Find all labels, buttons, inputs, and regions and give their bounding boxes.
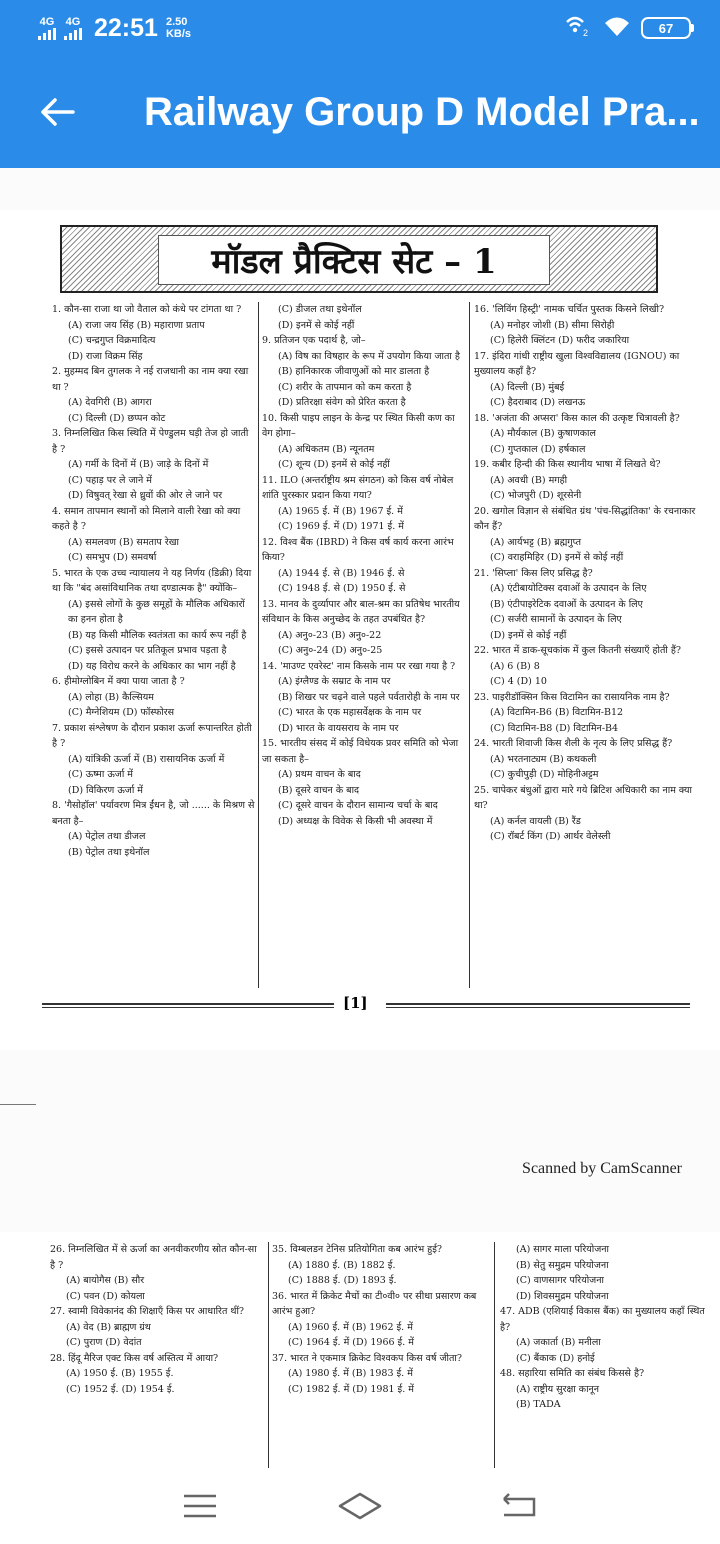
- question-column-1: [52, 302, 256, 992]
- question-text: 10. किसी पाइप लाइन के केन्द्र पर स्थित किसी कण का वेग होगा–: [262, 412, 455, 439]
- sim2-label: 4G: [65, 15, 81, 28]
- column-divider: [494, 1242, 495, 1468]
- option-text: (C) दूसरे वाचन के दौरान सामान्य चर्चा के बाद: [278, 800, 438, 811]
- question-text: 4. समान तापमान स्थानों को मिलाने वाली रेखा को क्या कहते है ?: [52, 505, 241, 532]
- option-text: (C) गुप्तकाल (D) हर्षकाल: [490, 443, 586, 455]
- banner-title: मॉडल प्रैक्टिस सेट – 1: [158, 235, 550, 285]
- option-text: (C) समभुप (D) समवर्षा: [68, 552, 157, 563]
- option-text: (A) 1980 ई. में (B) 1983 ई. में: [288, 1368, 413, 1379]
- option-text: (C) भोजपुरी (D) शूरसेनी: [490, 490, 582, 501]
- sim1-signal: [38, 17, 56, 40]
- option-text: (B) एंटीपाइरेटिक दवाओं के उत्पादन के लिए: [490, 598, 643, 610]
- question-text: 6. हीमोग्लोबिन में क्या पाया जाता है ?: [52, 676, 185, 687]
- page-title: Railway Group D Model Pra...: [144, 89, 700, 134]
- signal-bars-icon: [64, 28, 82, 40]
- question-text: 11. ILO (अन्तर्राष्ट्रीय श्रम संगठन) को किस वर्ष नोबेल शांति पुरस्कार प्रदान किया गया?: [262, 474, 454, 501]
- option-text: (C) हिलेरी क्लिंटन (D) फरीद जकारिया: [490, 335, 630, 346]
- question-text: 16. 'लिविंग हिस्ट्री' नामक चर्चित पुस्तक किसने लिखी?: [474, 304, 665, 315]
- option-text: (B) TADA: [516, 1399, 561, 1410]
- question-text: 23. पाइरीडॉक्सिन किस विटामिन का रासायनिक नाम है?: [474, 691, 670, 703]
- question-text: 35. विम्बलडन टेनिस प्रतियोगिता कब आरंभ हुई?: [272, 1244, 442, 1255]
- option-text: (D) प्रतिरक्षा संवेग को प्रेरित करता है: [278, 397, 406, 408]
- page-number: [1]: [343, 994, 368, 1012]
- question-text: 3. निम्नलिखित किस स्थिति में पेण्डुलम घड़ी तेज हो जाती है ?: [52, 428, 249, 455]
- option-text: (C) शून्य (D) इनमें से कोई नहीं: [278, 459, 390, 470]
- clock: 22:51: [94, 13, 158, 42]
- option-text: (C) 4 (D) 10: [490, 676, 547, 687]
- option-text: (A) वेद (B) ब्राह्मण ग्रंथ: [66, 1321, 151, 1333]
- option-text: (D) इनमें से कोई नहीं: [278, 319, 355, 331]
- option-text: (C) 1982 ई. में (D) 1981 ई. में: [288, 1383, 414, 1395]
- option-text: (C) दिल्ली (D) छप्पन कोट: [68, 412, 166, 424]
- network-speed-value: 2.50: [165, 16, 188, 28]
- option-text: (C) 1948 ई. से (D) 1950 ई. से: [278, 583, 406, 594]
- question-column-2: [262, 302, 468, 992]
- document-page-2: [0, 1232, 720, 1468]
- navigation-bar: [0, 1468, 720, 1544]
- option-text: (C) शरीर के तापमान को कम करता है: [278, 381, 412, 393]
- option-text: (A) अधिकतम (B) न्यूनतम: [278, 443, 375, 455]
- footer-rule: [42, 1003, 334, 1008]
- option-text: (B) पेट्रोल तथा इथेनॉल: [68, 846, 150, 858]
- option-text: (A) राजा जय सिंह (B) महाराणा प्रताप: [68, 319, 205, 331]
- svg-text:2: 2: [583, 27, 589, 38]
- option-text: (D) विकिरण ऊर्जा में: [68, 784, 143, 796]
- option-text: (C) हैदराबाद (D) लखनऊ: [490, 397, 586, 408]
- home-button[interactable]: [330, 1481, 390, 1531]
- back-button[interactable]: [32, 87, 82, 137]
- option-text: (A) मनोहर जोशी (B) सीमा सिरोही: [490, 319, 615, 331]
- option-text: (C) अनु०-24 (D) अनु०-25: [278, 645, 383, 656]
- column-divider: [258, 302, 259, 988]
- question-text: 17. इंदिरा गांधी राष्ट्रीय खुला विश्वविद्यालय (IGNOU) का मुख्यालय कहाँ है?: [474, 350, 680, 377]
- question-column-1: [50, 1242, 262, 1397]
- option-text: (A) समलवण (B) समताप रेखा: [68, 536, 179, 548]
- option-text: (B) शिखर पर चढ़ने वाले पहले पर्वतारोही के नाम पर: [278, 691, 460, 703]
- question-text: 22. भारत में डाक-सूचकांक में कुल कितनी संख्याएँ होती हैं?: [474, 645, 682, 656]
- option-text: (D) राजा विक्रम सिंह: [68, 350, 143, 362]
- question-text: 1. कौन-सा राजा था जो वैताल को कंधे पर टांगता था ?: [52, 304, 242, 315]
- wifi-icon: [603, 14, 631, 43]
- question-text: 47. ADB (एशियाई विकास बैंक) का मुख्यालय कहाँ स्थित है?: [500, 1306, 705, 1333]
- question-columns-page-2: [50, 1242, 710, 1466]
- status-bar: [0, 0, 720, 56]
- option-text: (A) इंग्लैण्ड के सम्राट के नाम पर: [278, 676, 391, 687]
- app-bar: [0, 0, 720, 168]
- back-nav-button[interactable]: [490, 1481, 550, 1531]
- question-text: 15. भारतीय संसद में कोई विधेयक प्रवर समिति को भेजा जा सकता है–: [262, 738, 459, 765]
- question-text: 14. 'माउण्ट एवरेस्ट' नाम किसके नाम पर रखा गया है ?: [262, 660, 456, 672]
- option-text: (B) दूसरे वाचन के बाद: [278, 784, 360, 796]
- option-text: (C) चन्द्रगुप्त विक्रमादित्य: [68, 335, 156, 346]
- option-text: (A) 1965 ई. में (B) 1967 ई. में: [278, 505, 403, 517]
- page-banner: [60, 225, 658, 293]
- question-text: 27. स्वामी विवेकानंद की शिक्षाएँ किस पर आधारित थीं?: [50, 1306, 245, 1317]
- option-text: (A) 1960 ई. में (B) 1962 ई. में: [288, 1321, 413, 1333]
- network-speed-unit: KB/s: [165, 28, 192, 40]
- option-text: (C) सर्जरी सामानों के उत्पादन के लिए: [490, 614, 622, 625]
- option-text: (A) 1950 ई. (B) 1955 ई.: [66, 1368, 174, 1379]
- option-text: (C) वराहमिहिर (D) इनमें से कोई नहीं: [490, 552, 624, 563]
- option-text: (A) देवगिरी (B) आगरा: [68, 397, 152, 408]
- option-text: (C) ऊष्मा ऊर्जा में: [68, 769, 133, 780]
- option-text: (D) शिवसमुद्रम परियोजना: [516, 1290, 609, 1302]
- option-text: (C) 1969 ई. में (D) 1971 ई. में: [278, 521, 404, 532]
- question-column-3: [500, 1242, 710, 1413]
- arrow-left-icon: [39, 97, 75, 127]
- option-text: (A) यांत्रिकी ऊर्जा में (B) रासायनिक ऊर्जा में: [68, 753, 225, 765]
- option-text: (C) पुराण (D) वेदांत: [66, 1337, 142, 1348]
- question-text: 18. 'अजंता की अप्सरा' किस काल की उत्कृष्ट चित्रावली है?: [474, 412, 680, 424]
- option-text: (C) पवन (D) कोयला: [66, 1290, 145, 1302]
- option-text: (A) 1944 ई. से (B) 1946 ई. से: [278, 567, 405, 579]
- option-text: (C) 1952 ई. (D) 1954 ई.: [66, 1383, 175, 1395]
- battery-level: 67: [658, 20, 674, 36]
- question-text: 36. भारत में क्रिकेट मैचों का टी०वी० पर सीधा प्रसारण कब आरंभ हुआ?: [272, 1290, 477, 1317]
- option-text: (A) सागर माला परियोजना: [516, 1244, 609, 1255]
- question-text: 37. भारत ने एकमात्र क्रिकेट विश्वकप किस वर्ष जीता?: [272, 1352, 462, 1364]
- option-text: (A) दिल्ली (B) मुंबई: [490, 381, 565, 393]
- question-column-2: [272, 1242, 486, 1397]
- option-text: (A) बायोगैस (B) सौर: [66, 1275, 145, 1286]
- question-text: 8. 'गैसोहॉल' पर्यावरण मित्र ईंधन है, जो ...... के मिश्रण से बनता है–: [52, 800, 255, 827]
- option-text: (C) 1964 ई. में (D) 1966 ई. में: [288, 1337, 414, 1348]
- signal-bars-icon: [38, 28, 56, 40]
- question-text: 20. खगोल विज्ञान से संबंधित ग्रंथ 'पंच-सिद्धांतिका' के रचनाकार कौन हैं?: [474, 505, 696, 532]
- question-column-3: [474, 302, 702, 992]
- question-text: 26. निम्नलिखित में से ऊर्जा का अनवीकरणीय स्रोत कौन-सा है ?: [50, 1244, 257, 1271]
- option-text: (C) इससे उत्पादन पर प्रतिकूल प्रभाव पड़ता है: [68, 645, 227, 656]
- option-text: (C) रॉबर्ट किंग (D) आर्थर वेलेस्ली: [490, 831, 611, 842]
- option-text: (C) बैंकाक (D) हनोई: [516, 1352, 595, 1364]
- option-text: (C) पहाड़ पर ले जाने में: [68, 474, 152, 486]
- question-text: 48. सहारिया समिति का संबंध किससे है?: [500, 1368, 645, 1379]
- column-divider: [469, 302, 470, 988]
- question-text: 21. 'सिप्ला' किस लिए प्रसिद्ध है?: [474, 567, 593, 579]
- option-text: (B) हानिकारक जीवाणुओं को मार डालता है: [278, 366, 430, 377]
- option-text: (D) इनमें से कोई नहीं: [490, 629, 567, 641]
- option-text: (A) गर्मी के दिनों में (B) जाड़े के दिनों में: [68, 459, 209, 470]
- option-text: (D) भारत के वायसराय के नाम पर: [278, 722, 399, 734]
- option-text: (D) विषुवत् रेखा से ध्रुवों की ओर ले जाने पर: [68, 490, 223, 501]
- option-text: (A) कर्नल वायली (B) रैंड: [490, 815, 581, 827]
- wifi-calling-icon: [563, 14, 593, 43]
- menu-icon: [182, 1492, 218, 1520]
- option-text: (C) भारत के एक महासर्वेक्षक के नाम पर: [278, 707, 422, 718]
- question-text: 19. कबीर हिन्दी की किस स्थानीय भाषा में लिखते थे?: [474, 459, 661, 470]
- option-text: (C) 1888 ई. (D) 1893 ई.: [288, 1275, 397, 1286]
- question-text: 9. प्रतिजन एक पदार्थ है, जो–: [262, 335, 366, 346]
- option-text: (A) आर्यभट्ट (B) ब्रह्मगुप्त: [490, 536, 581, 548]
- home-icon: [336, 1490, 384, 1522]
- question-text: 28. हिंदू मैरिज एक्ट किस वर्ष अस्तित्व में आया?: [50, 1352, 219, 1364]
- option-text: (A) प्रथम वाचन के बाद: [278, 769, 361, 780]
- option-text: (C) कुचीपुड़ी (D) मोहिनीअट्टम: [490, 769, 599, 780]
- option-text: (A) अवधी (B) मगही: [490, 474, 568, 486]
- option-text: (D) यह विरोध करने के अधिकार का भाग नहीं है: [68, 660, 236, 672]
- question-columns: [52, 302, 702, 992]
- option-text: (A) भरतनाट्यम (B) कथकली: [490, 753, 597, 765]
- option-text: (A) अनु०-23 (B) अनु०-22: [278, 629, 382, 641]
- option-text: (C) डीजल तथा इथेनॉल: [278, 304, 362, 315]
- network-speed: [166, 16, 191, 40]
- question-text: 7. प्रकाश संश्लेषण के दौरान प्रकाश ऊर्जा रूपान्तरित होती है ?: [52, 722, 252, 749]
- option-text: (A) इससे लोगों के कुछ समूहों के मौलिक अधिकारों का हनन होता है: [68, 598, 245, 625]
- footer-rule: [386, 1003, 690, 1008]
- option-text: (A) पेट्रोल तथा डीजल: [68, 831, 146, 842]
- option-text: (A) विष का विषहार के रूप में उपयोग किया जाता है: [278, 350, 460, 362]
- option-text: (C) मैग्नेशियम (D) फॉस्फोरस: [68, 707, 175, 718]
- sim2-signal: [64, 17, 82, 40]
- menu-button[interactable]: [170, 1481, 230, 1531]
- option-text: (A) 1880 ई. (B) 1882 ई.: [288, 1259, 396, 1271]
- option-text: (D) अध्यक्ष के विवेक से किसी भी अवस्था में: [278, 815, 433, 827]
- column-divider: [268, 1242, 269, 1468]
- question-text: 13. मानव के दुर्व्यापार और बाल-श्रम का प्रतिषेध भारतीय संविधान के किस अनुच्छेद के तहत उपबंधित है?: [262, 598, 460, 625]
- option-text: (A) जकार्ता (B) मनीला: [516, 1337, 601, 1348]
- question-text: 5. भारत के एक उच्च न्यायालय ने यह निर्णय (डिक्री) दिया था कि "बंद असांविधानिक तथा दण्डात्मक है" क्योंकि–: [52, 567, 252, 594]
- option-text: (C) विटामिन-B8 (D) विटामिन-B4: [490, 722, 619, 734]
- option-text: (B) सेतु समुद्रम परियोजना: [516, 1259, 609, 1271]
- option-text: (A) राष्ट्रीय सुरक्षा कानून: [516, 1383, 600, 1395]
- scanner-credit: Scanned by CamScanner: [522, 1160, 682, 1177]
- toolbar: [0, 56, 720, 168]
- option-text: (C) वाणसागर परियोजना: [516, 1275, 604, 1286]
- option-text: (A) 6 (B) 8: [490, 660, 540, 672]
- question-text: 24. भारती शिवाजी किस शैली के नृत्य के लिए प्रसिद्ध हैं?: [474, 738, 673, 749]
- question-text: 25. चापेकर बंधुओं द्वारा मारे गये ब्रिटिश अधिकारी का नाम क्या था?: [474, 784, 692, 811]
- option-text: (A) एंटीबायोटिक्स दवाओं के उत्पादन के लिए: [490, 583, 647, 594]
- question-text: 12. विश्व बैंक (IBRD) ने किस वर्ष कार्य करना आरंभ किया?: [262, 536, 454, 563]
- option-text: (A) लोहा (B) कैल्सियम: [68, 691, 154, 703]
- sim1-label: 4G: [39, 15, 55, 28]
- battery-icon: [641, 17, 694, 39]
- option-text: (A) मौर्यकाल (B) कुषाणकाल: [490, 428, 596, 439]
- page-separator: [0, 1104, 36, 1105]
- back-nav-icon: [500, 1491, 540, 1521]
- question-text: 2. मुहम्मद बिन तुगलक ने नई राजधानी का नाम क्या रखा था ?: [52, 366, 249, 393]
- option-text: (A) विटामिन-B6 (B) विटामिन-B12: [490, 707, 624, 718]
- option-text: (B) यह किसी मौलिक स्वतंत्रता का कार्य रूप नहीं है: [68, 629, 247, 641]
